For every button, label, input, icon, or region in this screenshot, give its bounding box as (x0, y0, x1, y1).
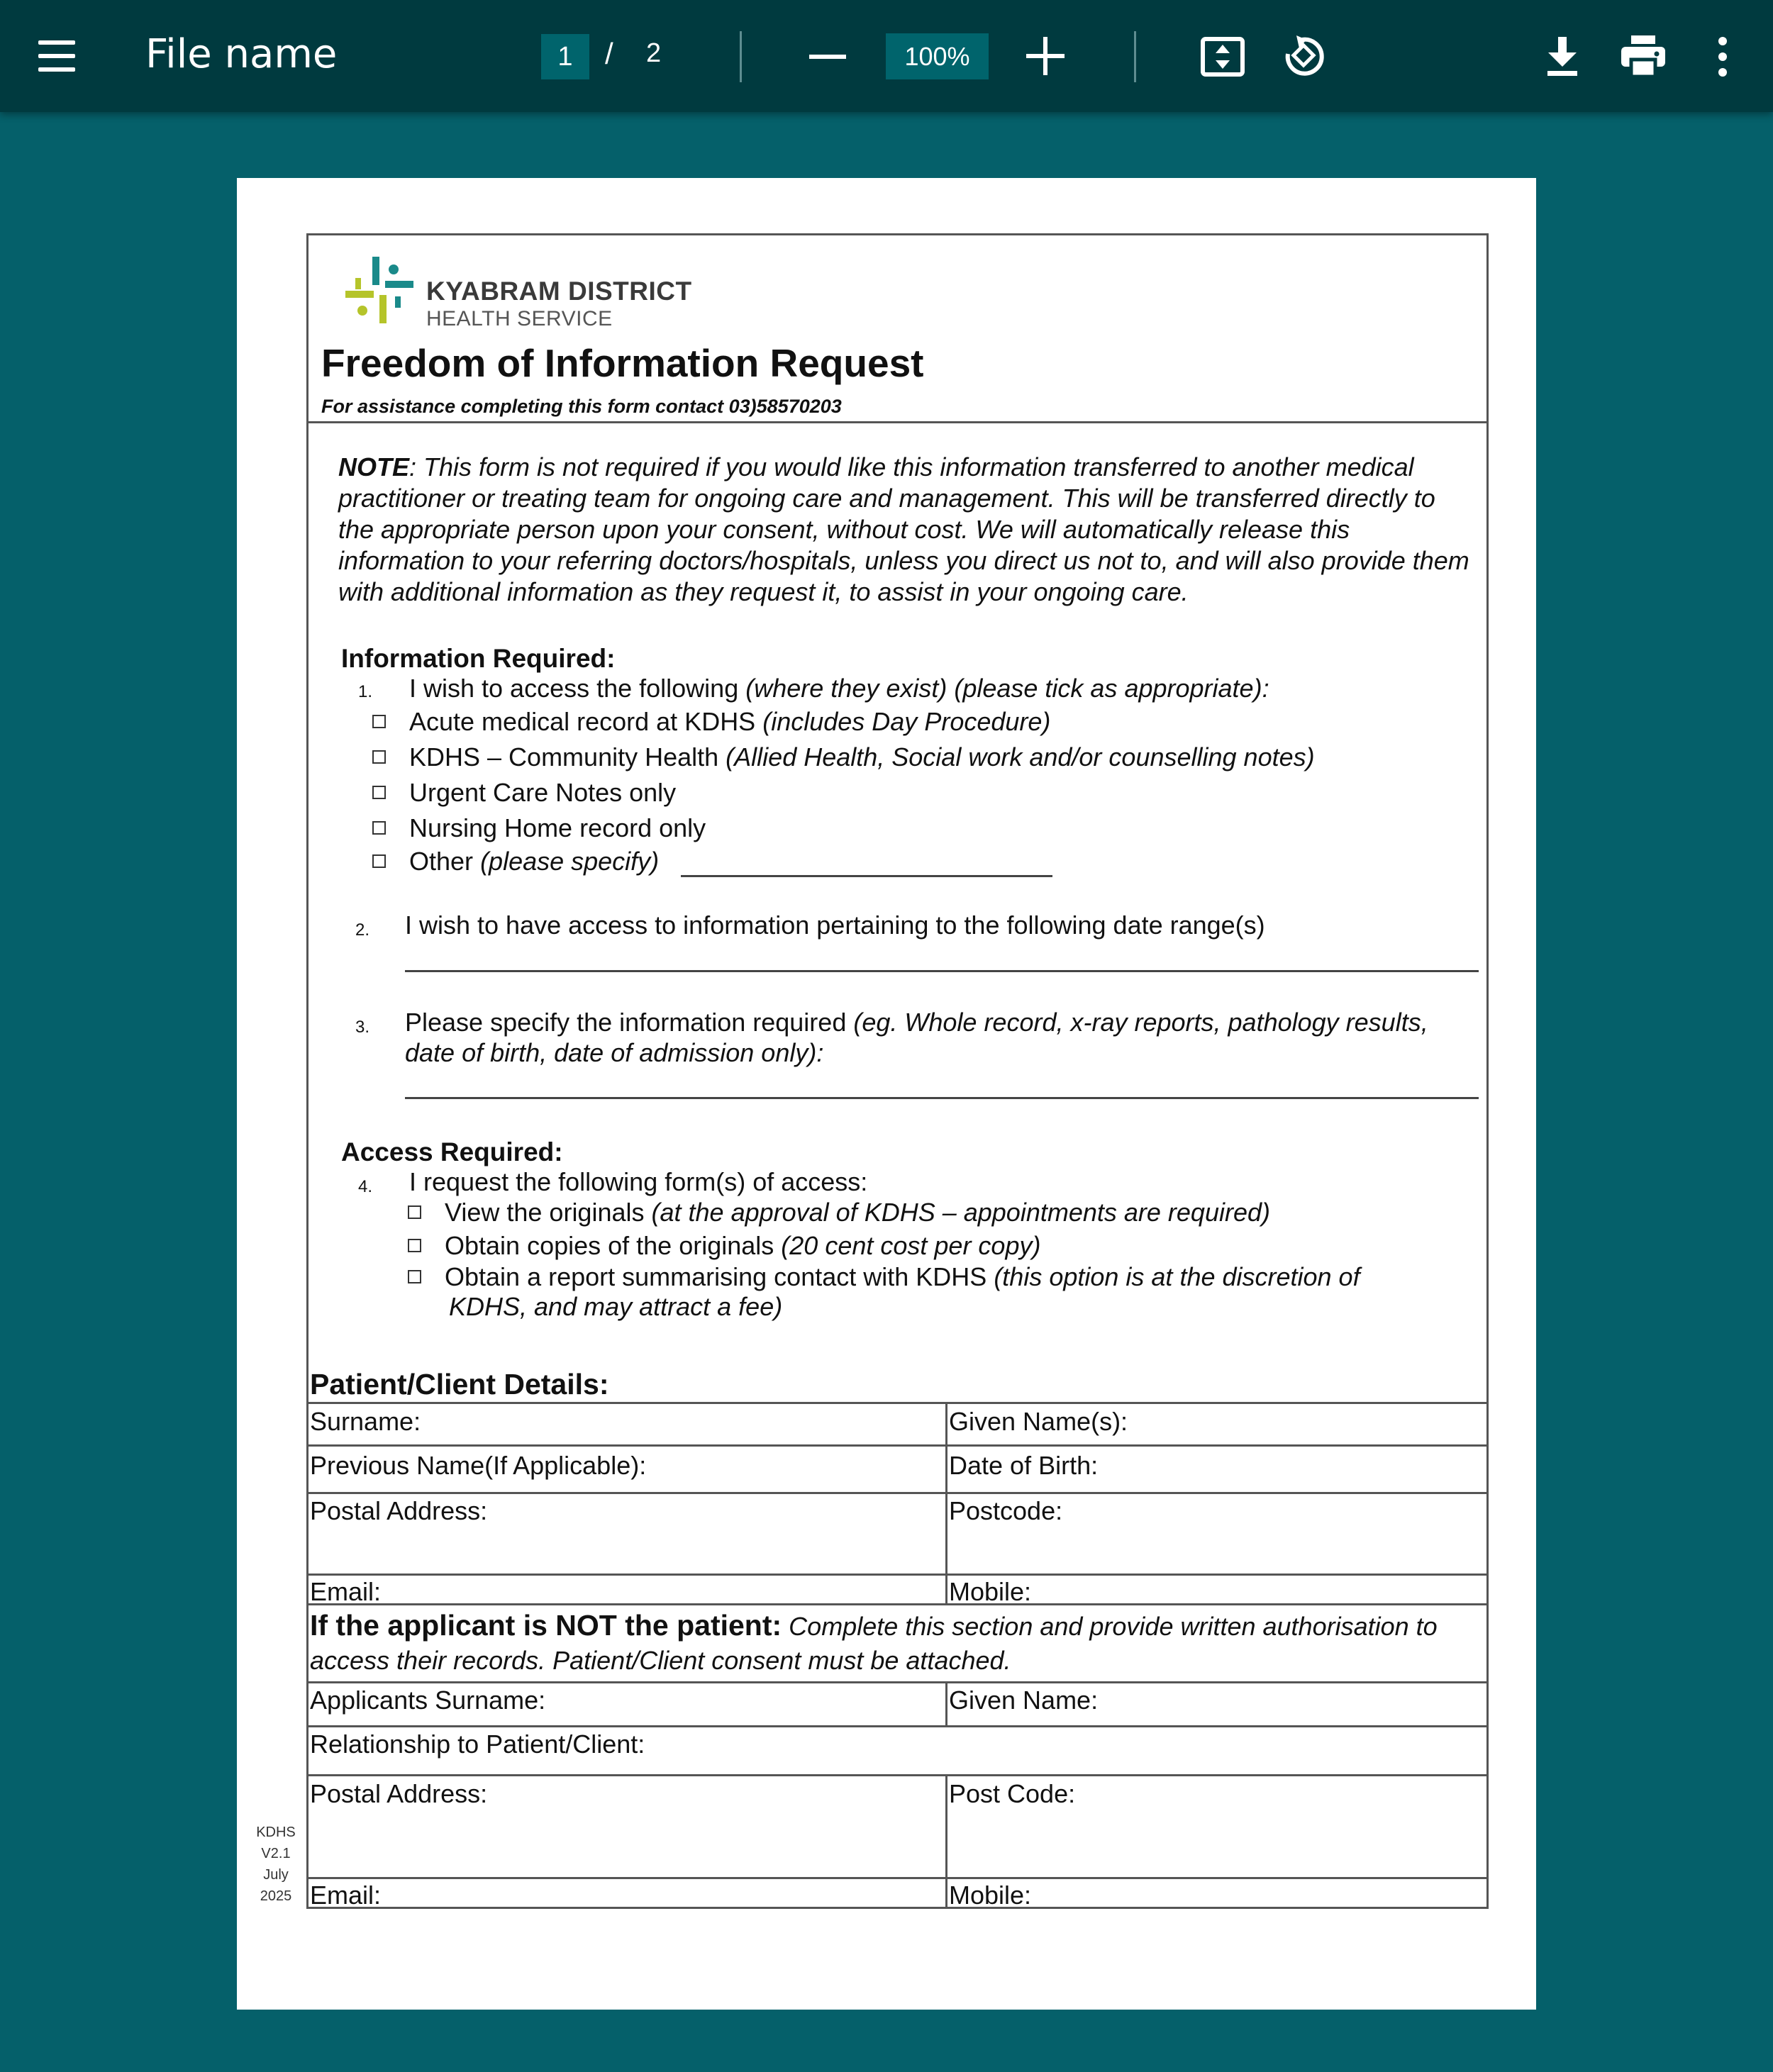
zoom-level-input[interactable]: 100% (886, 33, 989, 79)
question-4-text: I request the following form(s) of access: (409, 1167, 868, 1196)
menu-icon[interactable] (38, 39, 75, 73)
assistance-contact: For assistance completing this form contact 03)58570203 (321, 396, 842, 417)
toolbar-divider (740, 31, 742, 82)
form-title: Freedom of Information Request (321, 341, 924, 385)
version-line: KDHS (256, 1825, 296, 1840)
zoom-out-icon[interactable] (809, 55, 846, 59)
access-required-heading: Access Required: (341, 1137, 563, 1166)
pdf-page (237, 178, 1536, 2010)
question-3-text-cont: date of birth, date of admission only): (405, 1038, 824, 1067)
checkbox[interactable] (372, 715, 386, 732)
foi-request-form (306, 233, 1489, 1909)
print-icon[interactable] (1621, 35, 1665, 77)
mobile-field[interactable]: Mobile: (949, 1577, 1032, 1606)
surname-field[interactable]: Surname: (310, 1407, 421, 1436)
applicant-instructions: If the applicant is NOT the patient: Complete this section and provide written authorisation to access their records. Patient/Client consent must be attached. (310, 1609, 1438, 1675)
checkbox[interactable] (372, 786, 386, 803)
given-names-field[interactable]: Given Name(s): (949, 1407, 1128, 1436)
table-line (309, 1725, 1486, 1727)
applicant-postal-address-field[interactable]: Postal Address: (310, 1779, 488, 1808)
checkbox[interactable] (408, 1205, 421, 1222)
version-line: 2025 (260, 1888, 292, 1904)
org-name-line2: HEALTH SERVICE (426, 307, 613, 330)
date-of-birth-field[interactable]: Date of Birth: (949, 1451, 1099, 1480)
option-other: Other (please specify) (409, 847, 660, 876)
option-obtain-report: Obtain a report summarising contact with KDHS (this option is at the discretion of (445, 1262, 1360, 1291)
note-paragraph (338, 452, 1473, 608)
info-required-heading: Information Required: (341, 644, 616, 673)
question-number: 3. (355, 1018, 370, 1037)
table-line (309, 1492, 1486, 1494)
information-required-line[interactable] (405, 1097, 1479, 1099)
applicant-email-field[interactable]: Email: (310, 1881, 382, 1910)
question-2-text: I wish to have access to information pertaining to the following date range(s) (405, 910, 1265, 940)
checkbox[interactable] (372, 750, 386, 767)
version-line: July (263, 1867, 289, 1883)
table-column-line (945, 1681, 947, 1725)
table-column-line (945, 1402, 947, 1603)
date-range-line[interactable] (405, 970, 1479, 972)
zoom-in-icon[interactable] (1026, 37, 1065, 75)
total-pages: 2 (646, 38, 662, 68)
note-text: : This form is not required if you would like this information transferred to another medical practitioner or treating team for ongoing care and management. This will be transferred directly to the appropriate person upon your consent, without cost. We will automatically release this information to your referring doctors/hospitals, unless you direct us not to, and will also provide them with additional information as they request it, to assist in your ongoing care. (338, 452, 1469, 606)
table-line (309, 1574, 1486, 1576)
org-name-line1: KYABRAM DISTRICT (426, 277, 692, 306)
email-field[interactable]: Email: (310, 1577, 382, 1606)
table-line (309, 1402, 1486, 1404)
option-view-originals: View the originals (at the approval of KDHS – appointments are required) (445, 1198, 1270, 1227)
option-obtain-copies: Obtain copies of the originals (20 cent cost per copy) (445, 1231, 1041, 1260)
checkbox[interactable] (408, 1239, 421, 1256)
table-line (309, 1444, 1486, 1447)
version-line: V2.1 (261, 1846, 291, 1861)
question-number: 1. (358, 682, 373, 701)
table-column-line (945, 1774, 947, 1909)
relationship-field[interactable]: Relationship to Patient/Client: (310, 1730, 645, 1759)
applicant-mobile-field[interactable]: Mobile: (949, 1881, 1032, 1910)
pdf-viewer-toolbar (0, 0, 1773, 112)
option-urgent-care-notes: Urgent Care Notes only (409, 778, 677, 807)
toolbar-divider (1134, 31, 1136, 82)
table-line (309, 1681, 1486, 1683)
option-acute-medical-record: Acute medical record at KDHS (includes Day Procedure) (409, 707, 1051, 736)
postcode-field[interactable]: Postcode: (949, 1496, 1063, 1525)
kdhs-logo (341, 252, 418, 328)
other-specify-line[interactable] (681, 875, 1052, 877)
checkbox[interactable] (408, 1270, 421, 1287)
option-obtain-report-cont: KDHS, and may attract a fee) (449, 1292, 783, 1321)
table-line (309, 1877, 1486, 1879)
download-icon[interactable] (1546, 37, 1579, 77)
option-community-health: KDHS – Community Health (Allied Health, Social work and/or counselling notes) (409, 742, 1315, 772)
rotate-icon[interactable] (1281, 33, 1326, 78)
applicant-surname-field[interactable]: Applicants Surname: (310, 1686, 546, 1715)
postal-address-field[interactable]: Postal Address: (310, 1496, 488, 1525)
patient-details-heading: Patient/Client Details: (310, 1368, 609, 1400)
page-separator: / (605, 37, 613, 70)
header-divider (309, 421, 1486, 423)
fit-to-page-icon[interactable] (1200, 36, 1245, 77)
question-number: 4. (358, 1177, 373, 1196)
applicant-postcode-field[interactable]: Post Code: (949, 1779, 1076, 1808)
file-name-title: File name (145, 31, 338, 77)
current-page-input[interactable]: 1 (541, 34, 589, 79)
previous-name-field[interactable]: Previous Name(If Applicable): (310, 1451, 647, 1480)
checkbox[interactable] (372, 854, 386, 871)
applicant-given-name-field[interactable]: Given Name: (949, 1686, 1099, 1715)
more-options-icon[interactable] (1717, 37, 1728, 77)
question-1-text: I wish to access the following (where they exist) (please tick as appropriate): (409, 674, 1269, 703)
table-line (309, 1603, 1486, 1605)
option-nursing-home-record: Nursing Home record only (409, 813, 706, 842)
table-line (309, 1774, 1486, 1776)
question-number: 2. (355, 920, 370, 940)
checkbox[interactable] (372, 821, 386, 838)
question-3-text: Please specify the information required (eg. Whole record, x-ray reports, pathology results, (405, 1008, 1428, 1037)
note-label: NOTE (338, 452, 410, 481)
